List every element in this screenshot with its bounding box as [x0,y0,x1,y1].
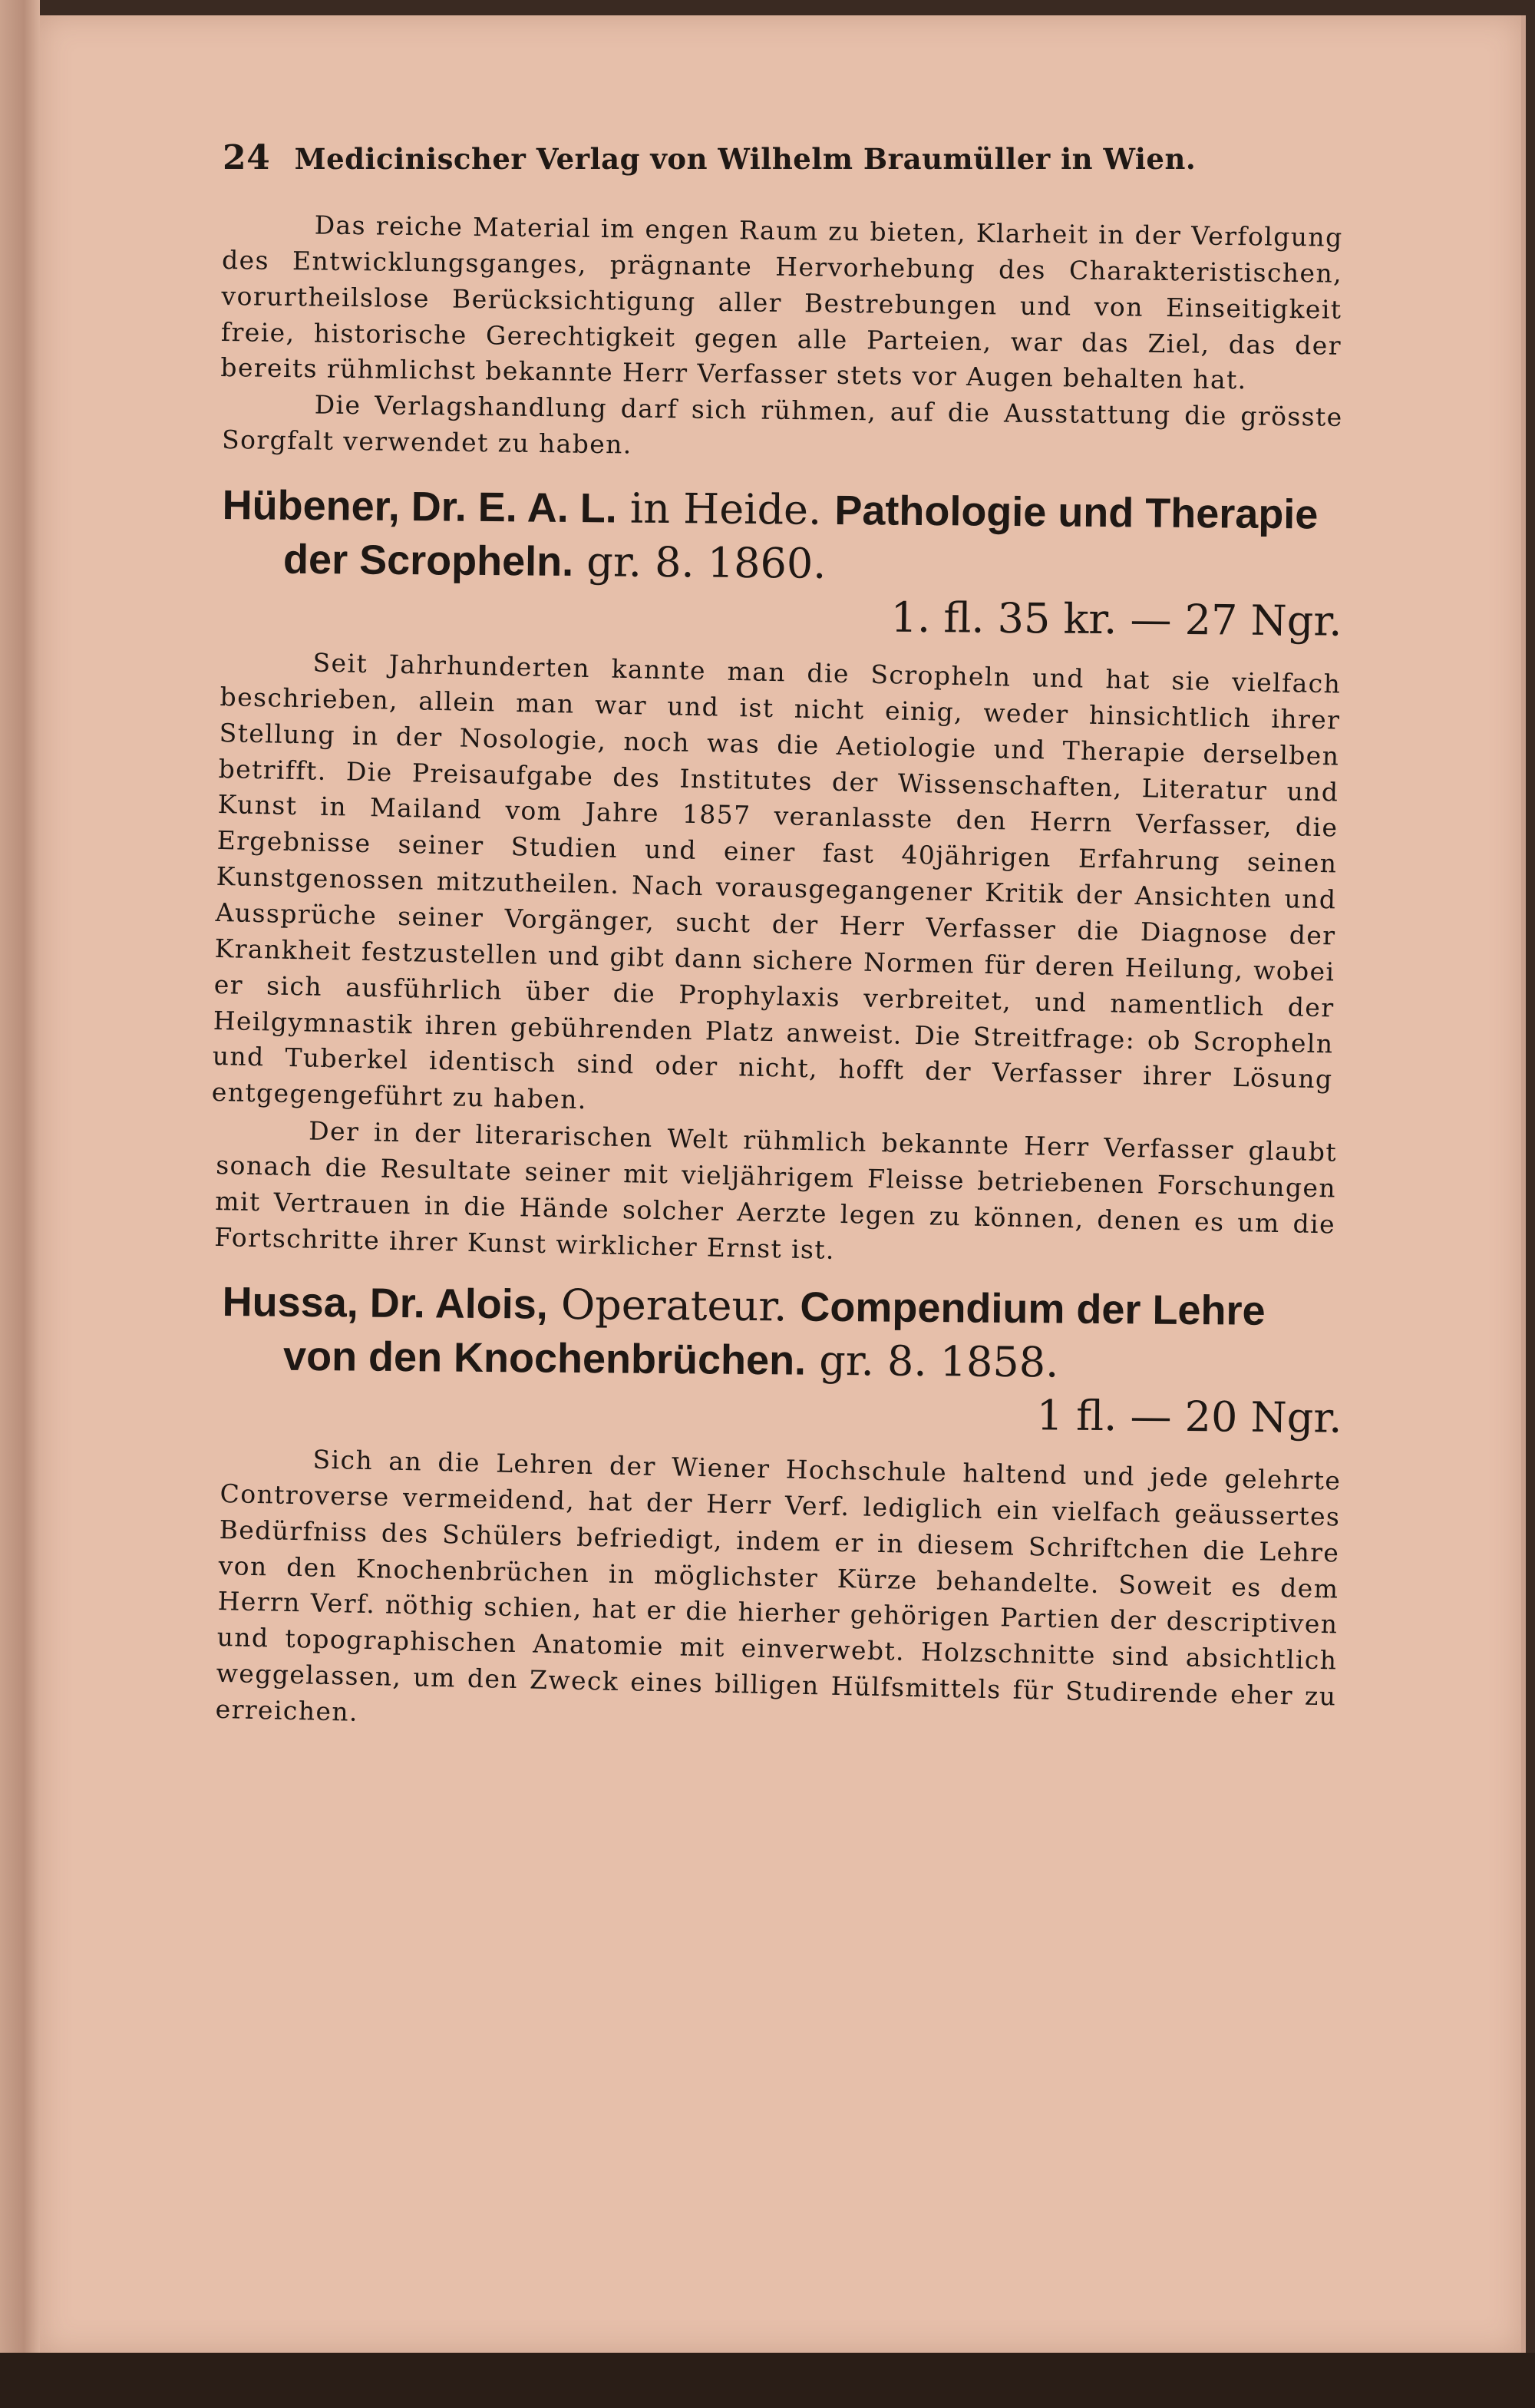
entry-price: 1. fl. 35 kr. — 27 Ngr. [890,593,1342,646]
entry-title: Compendium der Lehre von den Knochenbrüchen. [282,1283,1266,1384]
book-entry [215,1275,1343,1738]
publisher-line: Medicinischer Verlag von Wilhelm Braumüller in Wien. [294,142,1197,176]
entry-description-1: Sich an die Lehren der Wiener Hochschule haltend und jede gelehrte Controverse vermeidend, hat der Herr Verf. lediglich ein vielfach geäussertes Bedürfniss des Schülers befriedigt, indem er in diesem Schriftchen die Lehre von den Knochenbrüchen in möglichster Kürze behandelte. Soweit es dem Herrn Verf. nöthig schien, hat er die hierher gehörigen Partien der descriptiven und topographischen Anatomie mit einverwebt. Holzschnitte sind absichtlich weggelassen, um den Zweck eines billigen Hülfsmittels für Studirende eher zu erreichen. [215,1444,1342,1728]
intro-paragraph-2: Die Verlagshandlung darf sich rühmen, auf die Ausstattung die grösste Sorgfalt verwendet zu haben. [221,389,1343,460]
entry-description-1: Seit Jahrhunderten kannte man die Scropheln und hat sie vielfach beschrieben, allein man war und ist nicht einig, weder hinsichtlich ihrer Stellung in der Nosologie, noch was die Aetiologie und Therapie derselben betrifft. Die Preisaufgabe des Institutes der Wissenschaften, Literatur und Kunst in Mailand vom Jahre 1857 veranlasste den Herrn Verfasser, die Ergebnisse seiner Studien und einer fast 40jährigen Erfahrung seinen Kunstgenossen mitzutheilen. Nach vorausgegangener Kritik der Ansichten und Aussprüche seiner Vorgänger, sucht der Herr Verfasser die Diagnose der Krankheit festzustellen und gibt dann sichere Normen für deren Heilung, wobei er sich ausführlich über die Prophylaxis verbreitet, und namentlich der Heilgymnastik ihren gebührenden Platz anweist. Die Streitfrage: ob Scropheln und Tuberkel identisch sind oder nicht, hofft der Verfasser ihrer Lösung entgegengeführt zu haben. [211,647,1342,1115]
scan-bottom-border [0,2353,1535,2408]
entry-title: Pathologie und Therapie der Scropheln. [282,487,1319,586]
entry-heading [222,1275,1343,1392]
intro-paragraph-1: Das reiche Material im engen Raum zu bieten, Klarheit in der Verfolgung des Entwicklungsganges, prägnante Hervorhebung des Charakteristischen, vorurtheilslose Berücksichtigung aller Bestrebungen und von Einseitigkeit freie, historische Gerechtigkeit gegen alle Parteien, war das Ziel, das der bereits rühmlichst bekannte Herr Verfasser stets vor Augen behalten hat. [220,210,1343,395]
page-content [211,138,1343,1728]
page-edge [0,0,40,2408]
entry-heading [222,478,1343,596]
entry-author: Hussa, Dr. Alois, [222,1278,549,1328]
running-header [223,138,1343,177]
entry-place: Operateur. [560,1280,787,1331]
entry-format: gr. 8. 1860. [586,537,827,589]
book-entry [211,478,1343,1265]
entry-author: Hübener, Dr. E. A. L. [222,482,618,532]
page-number: 24 [223,138,271,177]
entry-place: in Heide. [629,484,822,534]
entry-price: 1 fl. — 20 Ngr. [1036,1391,1342,1443]
entry-format: gr. 8. 1858. [819,1336,1059,1387]
entry-description-2: Der in der literarischen Welt rühmlich bekannte Herr Verfasser glaubt sonach die Resultate seiner mit vieljährigem Fleisse betriebenen Forschungen mit Vertrauen in die Hände solcher Aerzte legen zu können, denen es um die Fortschritte ihrer Kunst wirklicher Ernst ist. [213,1115,1338,1265]
